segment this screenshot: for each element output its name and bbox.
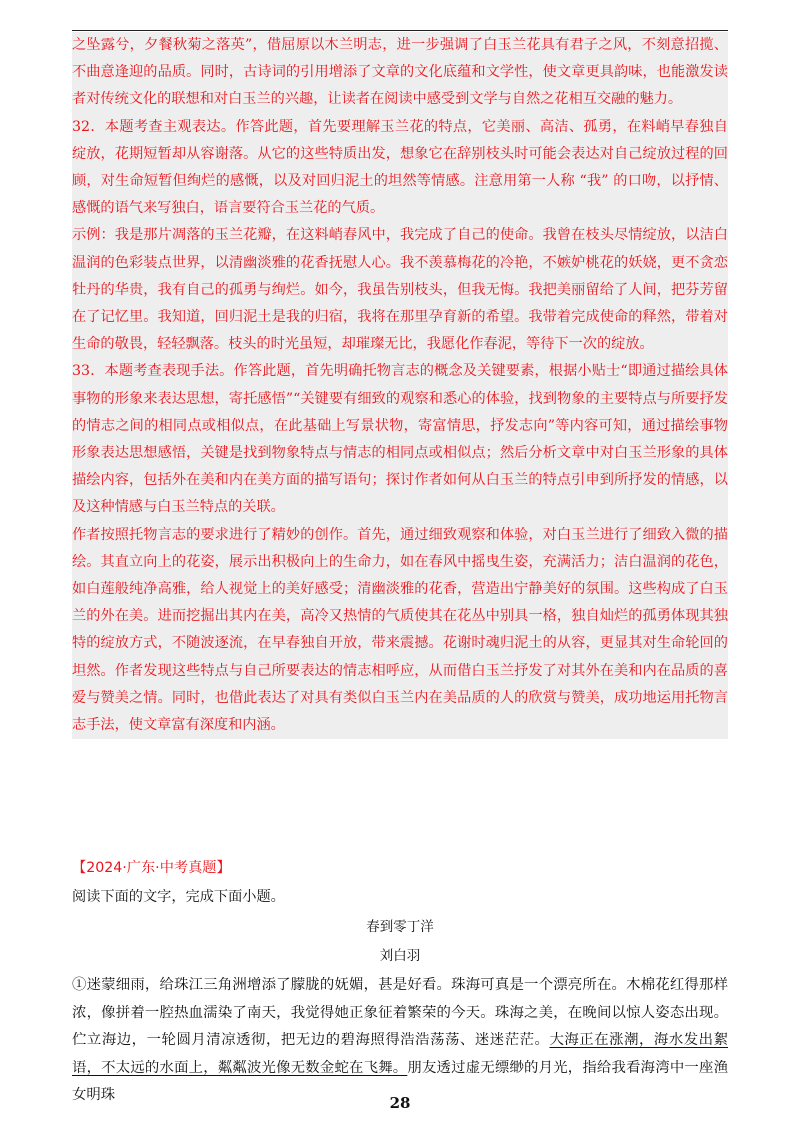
essay-body	[72, 972, 728, 1110]
exam-source-tag: 【2024·广东·中考真题】	[72, 860, 231, 876]
top-rule	[72, 30, 728, 31]
essay-paragraph-1-rest: 朋友透过虚无缥缈的月光，指给我看海湾中一座渔女明珠	[72, 1059, 728, 1103]
essay-title: 春到零丁洋	[366, 919, 434, 935]
answer-32-example: 示例：我是那片凋落的玉兰花瓣，在这料峭春风中，我完成了自己的使命。我曾在枝头尽情绽放，以洁白温润的色彩装点世界，以清幽淡雅的花香抚慰人心。我不羡慕梅花的冷艳，不嫉妒桃花的妖娆，更不贪恋牡丹的华贵，我有自己的孤勇与绚烂。如今，我虽告别枝头，但我无悔。我把美丽留给了人间，把芬芳留在了记忆里。我知道，回归泥土是我的归宿，我将在那里孕育新的希望。我带着完成使命的释然，带着对生命的敬畏，轻轻飘落。枝头的时光虽短，却璀璨无比，我愿化作春泥，等待下一次的绽放。	[72, 227, 728, 353]
answer-32-analysis: 32．本题考查主观表达。作答此题，首先要理解玉兰花的特点，它美丽、高洁、孤勇，在料峭早春独自绽放，花期短暂却从容谢落。从它的这些特质出发，想象它在辞别枝头时可能会表达对自己绽放过程的回顾，对生命短暂但绚烂的感慨，以及对回归泥土的坦然等情感。注意用第一人称 “我” 的口吻，以抒情、感慨的语气来写独白，语言要符合玉兰花的气质。	[72, 118, 728, 217]
essay-paragraph-1-text: ①迷蒙细雨，给珠江三角洲增添了朦胧的妩媚，甚是好看。珠海可真是一个漂亮所在。木棉花红得那样浓，像拼着一腔热血濡染了南天，我觉得她正象征着繁荣的今天。珠海之美，在晚间以惊人姿态出现。伫立海边，一轮圆月清凉透彻，把无边的碧海照得浩浩荡荡、迷迷茫茫。	[72, 977, 728, 1048]
reading-instruction: 阅读下面的文字，完成下面小题。	[72, 889, 285, 905]
answer-explanations	[72, 32, 728, 739]
answer-33-analysis: 33．本题考查表现手法。作答此题，首先明确托物言志的概念及关键要素，根据小贴士“即通过描绘具体事物的形象来表达思想，寄托感悟”“关键要有细致的观察和悉心的体验，找到物象的主要特点与所要抒发的情志之间的相同点或相似点，在此基础上写景状物，寄富情思，抒发志向”等内容可知，通过描绘事物形象表达思想感悟，关键是找到物象特点与情志的相同点或相似点；然后分析文章中对白玉兰形象的具体描绘内容，包括外在美和内在美方面的描写语句；探讨作者如何从白玉兰的特点引申到所抒发的情感，以及这种情感与白玉兰特点的关联。	[72, 363, 728, 516]
answer-31-tail: 之坠露兮，夕餐秋菊之落英”，借屈原以木兰明志，进一步强调了白玉兰花具有君子之风，不刻意招揽、不曲意逢迎的品质。同时，古诗词的引用增添了文章的文化底蕴和文学性，使文章更具韵味，也能激发读者对传统文化的联想和对白玉兰的兴趣，让读者在阅读中感受到文学与自然之花相互交融的魅力。	[72, 37, 728, 108]
essay-author: 刘白羽	[379, 948, 421, 964]
essay-paragraph-1	[72, 972, 728, 1110]
answer-33-answer: 作者按照托物言志的要求进行了精妙的创作。首先，通过细致观察和体验，对白玉兰进行了细致入微的描绘。其直立向上的花姿，展示出积极向上的生命力，如在春风中摇曳生姿，充满活力；洁白温润的花色，如白莲般纯净高雅，给人视觉上的美好感受；清幽淡雅的花香，营造出宁静美好的氛围。这些构成了白玉兰的外在美。进而挖掘出其内在美，高冷又热情的气质使其在花丛中别具一格，独自灿烂的孤勇体现其独特的绽放方式，不随波逐流，在早春独自开放，带来震撼。花谢时魂归泥土的从容，更显其对生命轮回的坦然。作者发现这些特点与自己所要表达的情志相呼应，从而借白玉兰抒发了对其外在美和内在品质的喜爱与赞美之情。同时，也借此表达了对具有类似白玉兰内在美品质的人的欣赏与赞美，成功地运用托物言志手法，使文章富有深度和内涵。	[72, 526, 728, 734]
essay-underlined-sentence: 大海正在涨潮，海水发出絮语，不太远的水面上，粼粼波光像无数金蛇在飞舞。	[72, 1032, 728, 1076]
page-number: 28	[389, 1094, 411, 1112]
